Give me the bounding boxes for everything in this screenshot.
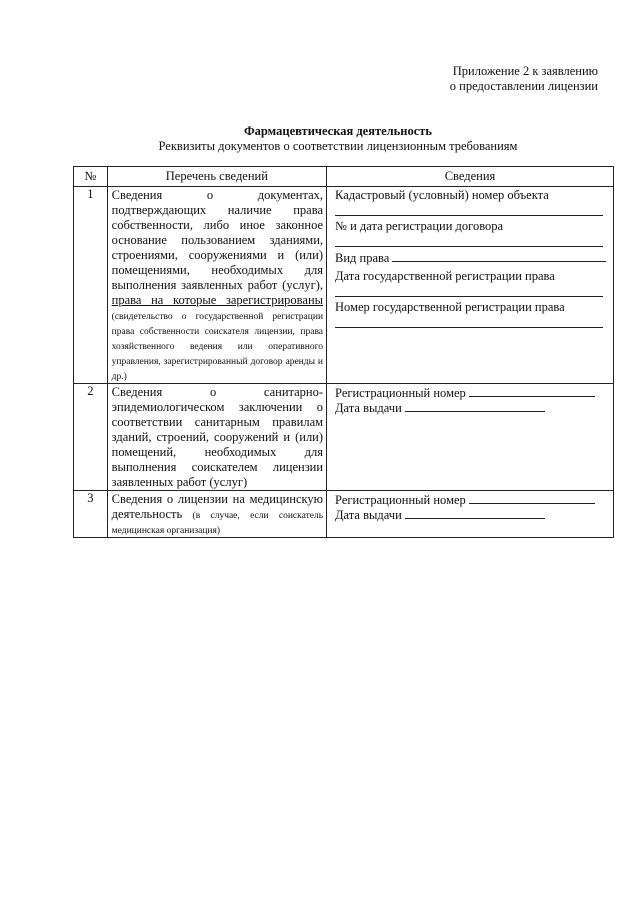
row-description-main: Сведения о лицензии на медицинскую деятельность (111, 492, 324, 521)
row-description: Сведения о санитарно-эпидемиологическом заключении о соответствии санитарным правилам зданий, строений, сооружений и (или) помещений, необходимых для выполнения соискателем лицензии заявленных работ (услуг) (111, 385, 324, 489)
license-issue-date-label: Дата выдачи (335, 508, 402, 522)
cadastral-number-field[interactable] (335, 203, 603, 216)
registration-number-label: Номер государственной регистрации права (335, 300, 565, 314)
document-subtitle: Реквизиты документов о соответствии лицензионным требованиям (158, 139, 518, 153)
license-reg-number-row (335, 492, 609, 507)
row-number: 1 (74, 187, 108, 384)
registration-date-field[interactable] (335, 284, 603, 297)
row-list-cell (107, 384, 326, 491)
sanitary-issue-date-field[interactable] (405, 400, 545, 412)
right-type-label: Вид права (335, 251, 390, 265)
row-info-cell (327, 491, 614, 538)
appendix-line-2: о предоставлении лицензии (449, 79, 598, 93)
license-issue-date-field[interactable] (405, 507, 545, 519)
header-num: № (74, 167, 108, 187)
license-reg-number-label: Регистрационный номер (335, 493, 466, 507)
row-list-cell (107, 491, 326, 538)
header-list: Перечень сведений (107, 167, 326, 187)
appendix-note (450, 64, 598, 94)
sanitary-reg-number-field[interactable] (469, 385, 595, 397)
right-type-field[interactable] (392, 250, 606, 262)
right-type-row (335, 250, 609, 265)
contract-registration-label: № и дата регистрации договора (335, 219, 504, 233)
row-description-note: (свидетельство о государственной регистрации права собственности соискателя лицензии, права хозяйственного ведения или оперативного управления, зарегистрированный договор аренды и др.) (111, 312, 324, 382)
row-description-note: (в случае, если соискатель медицинская организация) (111, 511, 324, 536)
license-issue-date-row (335, 507, 609, 522)
row-description-main: Сведения о документах, подтверждающих наличие права собственности, либо иное законное основание пользованием зданиями, строениями, сооружениями и (или) помещениями, необходимых для выполнения заявленных работ (услуг), (111, 188, 324, 292)
registration-date-label: Дата государственной регистрации права (335, 269, 555, 283)
appendix-line-1: Приложение 2 к заявлению (452, 64, 598, 78)
row-number: 2 (74, 384, 108, 491)
document-title: Фармацевтическая деятельность (243, 124, 433, 138)
table-row (74, 187, 614, 384)
row-info-cell (327, 187, 614, 384)
table-header-row (74, 167, 614, 187)
sanitary-reg-number-label: Регистрационный номер (335, 386, 466, 400)
header-info: Сведения (327, 167, 614, 187)
row-description-underlined: права на которые зарегистрированы (111, 293, 324, 307)
sanitary-issue-date-row (335, 400, 609, 415)
row-description (108, 187, 326, 383)
cadastral-number-label: Кадастровый (условный) номер объекта (335, 188, 549, 202)
registration-number-field[interactable] (335, 315, 603, 328)
row-list-cell (107, 187, 326, 384)
row-number: 3 (74, 491, 108, 538)
sanitary-issue-date-label: Дата выдачи (335, 401, 402, 415)
row-info-cell (327, 384, 614, 491)
contract-registration-field[interactable] (335, 234, 603, 247)
table-row (74, 491, 614, 538)
table-row (74, 384, 614, 491)
license-reg-number-field[interactable] (469, 492, 595, 504)
row-description (108, 491, 326, 537)
requisites-table (73, 166, 614, 538)
sanitary-reg-number-row (335, 385, 609, 400)
